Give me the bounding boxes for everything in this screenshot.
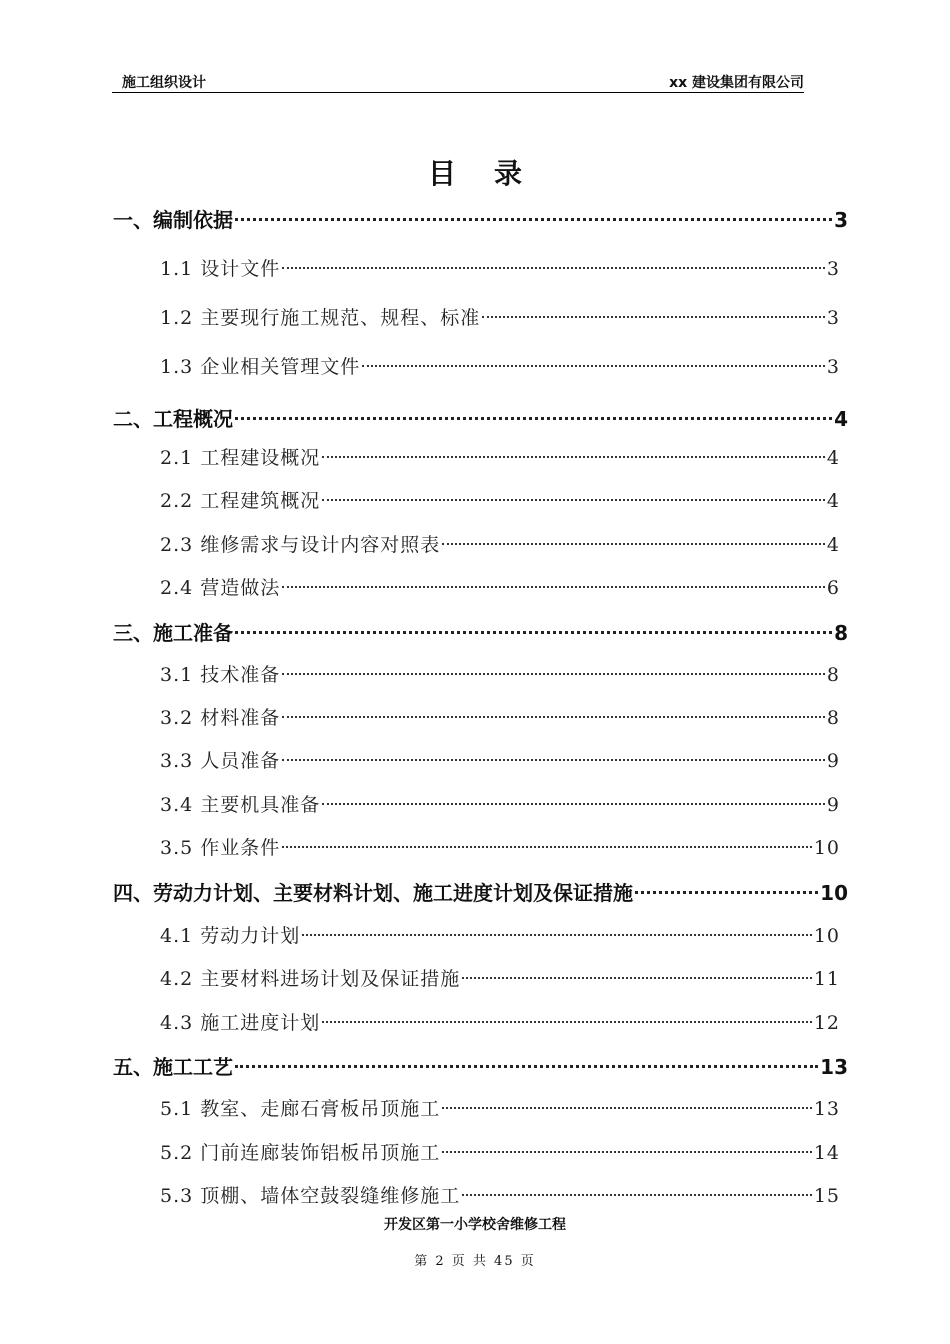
toc-section-entry[interactable] [113,617,848,646]
page-title: 目录 [427,157,560,190]
toc-entry-label: 一、编制依据 [113,208,233,232]
toc-entry-page: 3 [826,356,840,378]
toc-entry-page: 9 [826,794,840,816]
toc-dot-leader [235,1065,818,1068]
toc-entry-page: 14 [813,1142,840,1164]
toc-entry-label: 4.2 主要材料进场计划及保证措施 [160,968,461,990]
toc-entry-label: 4.3 施工进度计划 [160,1012,321,1034]
toc-entry-page: 8 [826,707,840,729]
toc-dot-leader [442,1107,812,1109]
toc-dot-leader [235,218,832,221]
toc-entry-page: 10 [813,925,840,947]
header-left-text: 施工组织设计 [122,75,206,91]
toc-entry-page: 10 [813,837,840,859]
toc-entry-page: 3 [826,258,840,280]
toc-dot-leader [322,1021,812,1023]
toc-subsection-entry[interactable] [160,703,840,730]
toc-dot-leader [462,977,812,979]
toc-subsection-entry[interactable] [160,660,840,687]
toc-dot-leader [362,365,825,367]
toc-subsection-entry[interactable] [160,1138,840,1165]
toc-entry-page: 6 [826,577,840,599]
toc-dot-leader [282,716,825,718]
toc-dot-leader [282,267,825,269]
toc-subsection-entry[interactable] [160,1008,840,1035]
toc-section-entry[interactable] [113,403,848,432]
toc-entry-label: 3.1 技术准备 [160,664,281,686]
toc-dot-leader [302,934,812,936]
toc-dot-leader [282,846,812,848]
toc-entry-label: 5.2 门前连廊装饰铝板吊顶施工 [160,1142,441,1164]
toc-subsection-entry[interactable] [160,964,840,991]
toc-entry-page: 3 [826,307,840,329]
toc-dot-leader [282,673,825,675]
footer-project-name: 开发区第一小学校舍维修工程 [384,1217,566,1233]
toc-entry-page: 9 [826,750,840,772]
toc-entry-page: 10 [820,881,848,905]
toc-subsection-entry[interactable] [160,352,840,379]
toc-dot-leader [282,586,825,588]
toc-subsection-entry[interactable] [160,1094,840,1121]
toc-entry-label: 1.2 主要现行施工规范、规程、标准 [160,307,481,329]
toc-entry-label: 5.3 顶棚、墙体空鼓裂缝维修施工 [160,1185,461,1207]
toc-dot-leader [282,759,825,761]
toc-subsection-entry[interactable] [160,921,840,948]
toc-entry-page: 4 [826,534,840,556]
toc-subsection-entry[interactable] [160,254,840,281]
toc-section-entry[interactable] [113,204,848,233]
toc-subsection-entry[interactable] [160,530,840,557]
toc-dot-leader [235,417,832,420]
toc-subsection-entry[interactable] [160,1181,840,1208]
toc-entry-page: 3 [834,208,848,232]
toc-entry-page: 13 [820,1055,848,1079]
toc-entry-page: 15 [813,1185,840,1207]
toc-dot-leader [635,891,818,894]
toc-entry-page: 4 [826,447,840,469]
toc-entry-page: 4 [834,407,848,431]
page-header [112,70,804,93]
toc-dot-leader [482,316,825,318]
toc-entry-label: 三、施工准备 [113,621,233,645]
footer-page-number: 第 2 页 共 45 页 [414,1254,536,1269]
toc-entry-label: 3.3 人员准备 [160,750,281,772]
toc-entry-page: 11 [813,968,840,990]
toc-subsection-entry[interactable] [160,746,840,773]
toc-entry-label: 2.2 工程建筑概况 [160,490,321,512]
toc-dot-leader [322,456,825,458]
toc-entry-page: 8 [834,621,848,645]
toc-entry-page: 8 [826,664,840,686]
toc-entry-label: 3.4 主要机具准备 [160,794,321,816]
toc-dot-leader [442,1151,812,1153]
toc-entry-label: 五、施工工艺 [113,1055,233,1079]
toc-entry-label: 2.3 维修需求与设计内容对照表 [160,534,441,556]
toc-subsection-entry[interactable] [160,833,840,860]
toc-entry-page: 12 [813,1012,840,1034]
toc-subsection-entry[interactable] [160,573,840,600]
toc-entry-page: 13 [813,1098,840,1120]
toc-dot-leader [235,631,832,634]
toc-section-entry[interactable] [113,877,848,906]
toc-subsection-entry[interactable] [160,486,840,513]
toc-entry-label: 5.1 教室、走廊石膏板吊顶施工 [160,1098,441,1120]
toc-entry-label: 1.3 企业相关管理文件 [160,356,361,378]
toc-entry-label: 2.4 营造做法 [160,577,281,599]
toc-subsection-entry[interactable] [160,443,840,470]
toc-entry-label: 1.1 设计文件 [160,258,281,280]
toc-entry-label: 3.5 作业条件 [160,837,281,859]
toc-section-entry[interactable] [113,1051,848,1080]
toc-entry-label: 4.1 劳动力计划 [160,925,301,947]
toc-entry-label: 3.2 材料准备 [160,707,281,729]
toc-dot-leader [462,1194,812,1196]
toc-dot-leader [322,499,825,501]
toc-entry-label: 2.1 工程建设概况 [160,447,321,469]
toc-entry-label: 四、劳动力计划、主要材料计划、施工进度计划及保证措施 [113,881,633,905]
toc-entry-label: 二、工程概况 [113,407,233,431]
toc-subsection-entry[interactable] [160,303,840,330]
toc-dot-leader [442,543,825,545]
header-right-text: xx 建设集团有限公司 [669,75,804,91]
toc-entry-page: 4 [826,490,840,512]
toc-subsection-entry[interactable] [160,790,840,817]
toc-dot-leader [322,803,825,805]
